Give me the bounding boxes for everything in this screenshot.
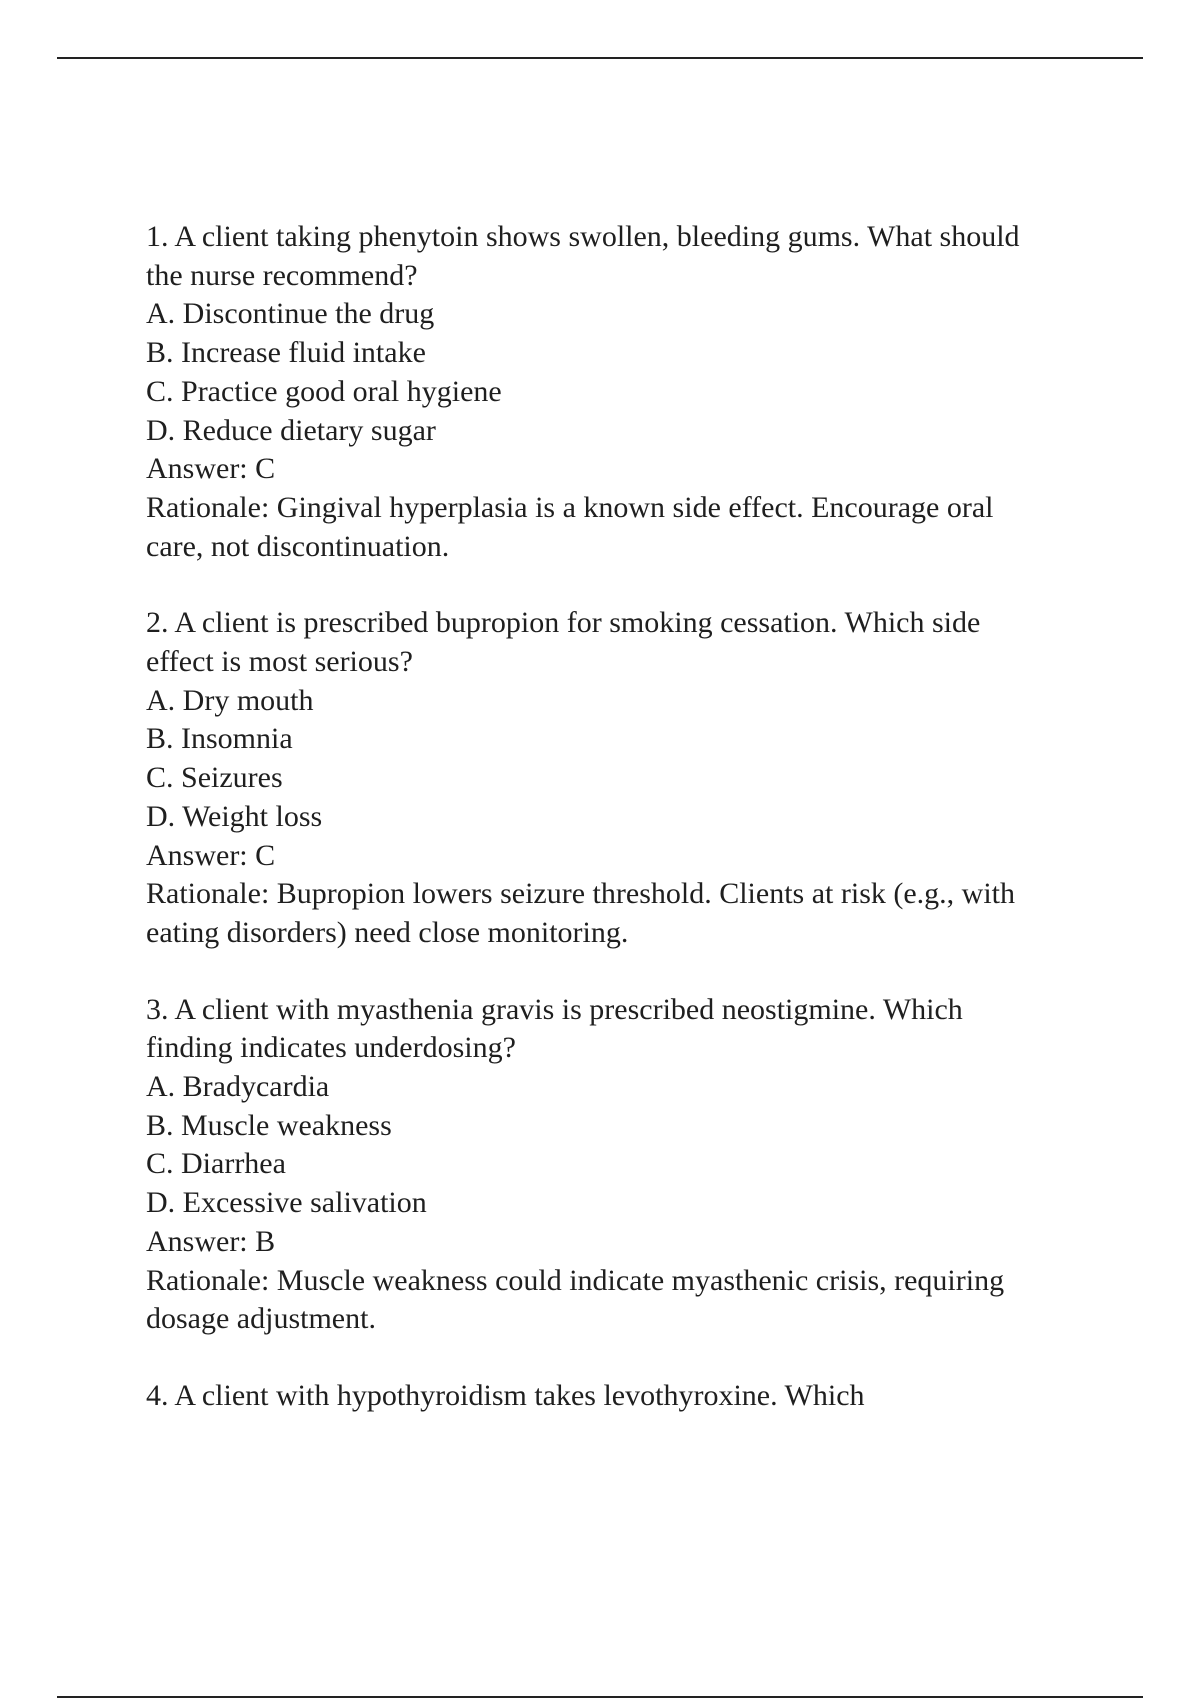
option-b: B. Increase fluid intake (146, 336, 426, 370)
question-stem: 1. A client taking phenytoin shows swollen, bleeding gums. What should the nurse recommend? (146, 220, 1020, 292)
option-d: D. Weight loss (146, 799, 323, 833)
top-rule (57, 57, 1143, 59)
rationale: Rationale: Gingival hyperplasia is a known side effect. Encourage oral care, not discontinuation. (146, 490, 994, 563)
question-3 (146, 991, 1046, 1339)
option-c: C. Diarrhea (146, 1147, 286, 1181)
document-body (146, 218, 1046, 1416)
question-4 (146, 1377, 1046, 1416)
option-c: C. Seizures (146, 761, 283, 795)
question-2 (146, 604, 1046, 952)
option-a: A. Dry mouth (146, 683, 314, 717)
option-a: A. Bradycardia (146, 1070, 330, 1104)
option-b: B. Insomnia (146, 722, 293, 756)
option-a: A. Discontinue the drug (146, 297, 435, 331)
option-d: D. Excessive salivation (146, 1186, 427, 1220)
bottom-rule (57, 1696, 1143, 1698)
question-stem: 2. A client is prescribed bupropion for smoking cessation. Which side effect is most serious? (146, 606, 981, 679)
answer: Answer: B (146, 1224, 276, 1258)
question-1 (146, 218, 1046, 566)
option-d: D. Reduce dietary sugar (146, 413, 436, 447)
question-stem: 4. A client with hypothyroidism takes levothyroxine. Which (146, 1378, 865, 1412)
answer: Answer: C (146, 838, 276, 872)
question-stem: 3. A client with myasthenia gravis is prescribed neostigmine. Which finding indicates underdosing? (146, 992, 963, 1065)
rationale: Rationale: Muscle weakness could indicate myasthenic crisis, requiring dosage adjustment. (146, 1263, 1005, 1336)
rationale: Rationale: Bupropion lowers seizure threshold. Clients at risk (e.g., with eating disorders) need close monitoring. (146, 877, 1016, 949)
option-c: C. Practice good oral hygiene (146, 374, 502, 408)
option-b: B. Muscle weakness (146, 1108, 392, 1142)
answer: Answer: C (146, 452, 276, 486)
